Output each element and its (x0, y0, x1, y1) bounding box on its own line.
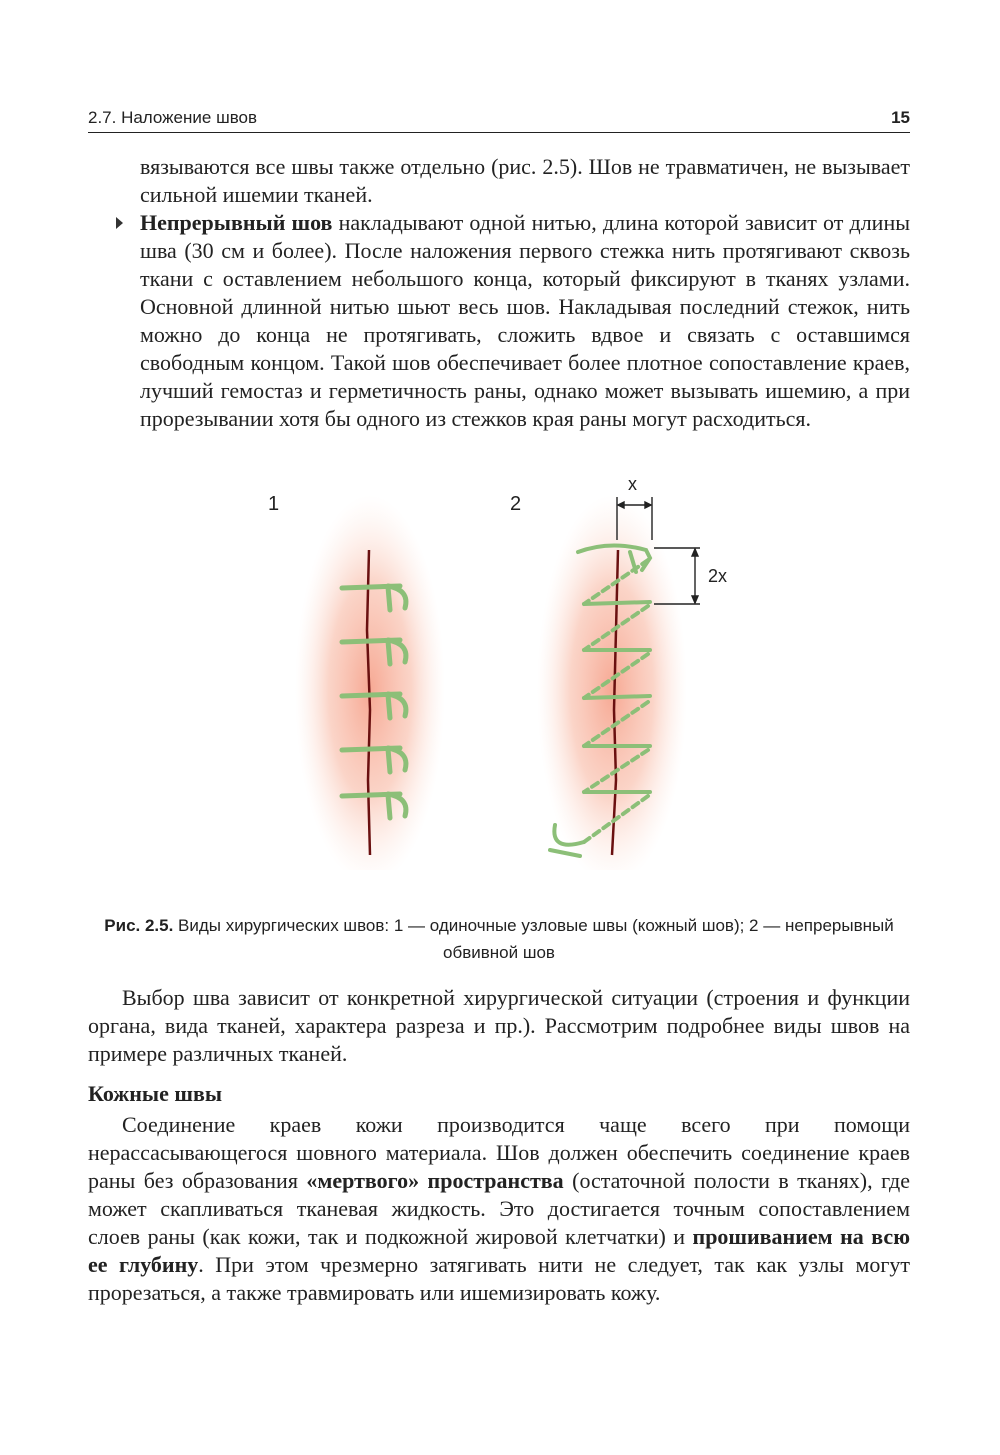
bullet-body: накладывают одной нитью, длина которой зависит от длины шва (30 см и более). После наложения первого стежка нить протягивают сквозь ткани с оставлением небольшого конца, который фиксируют в тканях узлами. Основной длинной нитью шьют весь шов. Накладывая последний стежок, нить можно до конца не протягивать, сложить вдвое и связать с оставшимся свободным концом. Такой шов обеспечивает более плотное сопоставление краев, лучший гемостаз и герметичность раны, однако может вызывать ишемию, а при прорезывании хотя бы одного из стежков края раны могут расходиться. (140, 210, 911, 431)
page-number: 15 (891, 108, 910, 127)
bullet-continuous-suture (110, 209, 910, 433)
skin-bold-2: прошиванием на всю ее глубину (88, 1224, 911, 1277)
panel-2-label: 2 (510, 493, 522, 515)
suture-illustration (250, 470, 750, 870)
bullet-term: Непрерывный шов (140, 210, 333, 235)
running-header (88, 106, 910, 133)
skin-area-2 (537, 495, 687, 870)
bullet-triangle-icon (116, 217, 123, 229)
paragraph-skin-sutures (88, 1111, 910, 1307)
skin-text-3: . При этом чрезмерно затягивать нити не следует, так как узлы могут прорезаться, а также травмировать или ишемизировать кожу. (88, 1252, 911, 1305)
subheading-skin-sutures: Кожные швы (88, 1081, 223, 1106)
panel-1-label: 1 (268, 493, 280, 515)
bullet-text (140, 209, 910, 433)
caption-text: Виды хирургических швов: 1 — одиночные узловые швы (кожный шов); 2 — непрерывный обвивной шов (173, 916, 894, 962)
dim-2x-label: 2x (708, 566, 728, 586)
skin-text-2: (остаточной полости в тканях), где может скапливаться тканевая жидкость. Это достигается точным сопоставлением слоев раны (как кожи, так и подкожной жировой клетчатки) и (88, 1168, 910, 1249)
continued-paragraph: вязываются все швы также отдельно (рис. 2.5). Шов не травматичен, не вызывает сильной ишемии тканей. (140, 154, 910, 207)
suture-figure (250, 470, 750, 870)
paragraph-suture-choice: Выбор шва зависит от конкретной хирургической ситуации (строения и функции органа, вида тканей, характера разреза и пр.). Рассмотрим подробнее виды швов на примере различных тканей. (88, 985, 910, 1066)
skin-bold-1: «мертвого» пространства (306, 1168, 564, 1193)
caption-label: Рис. 2.5. (104, 916, 174, 935)
skin-text-1: Соединение краев кожи производится чаще всего при помощи нерассасывающегося шовного материала. Шов должен обеспечить соединение краев раны без образования (88, 1112, 910, 1193)
figure-caption (88, 912, 910, 966)
dim-x-label: x (628, 474, 637, 494)
section-title: 2.7. Наложение швов (88, 108, 258, 127)
